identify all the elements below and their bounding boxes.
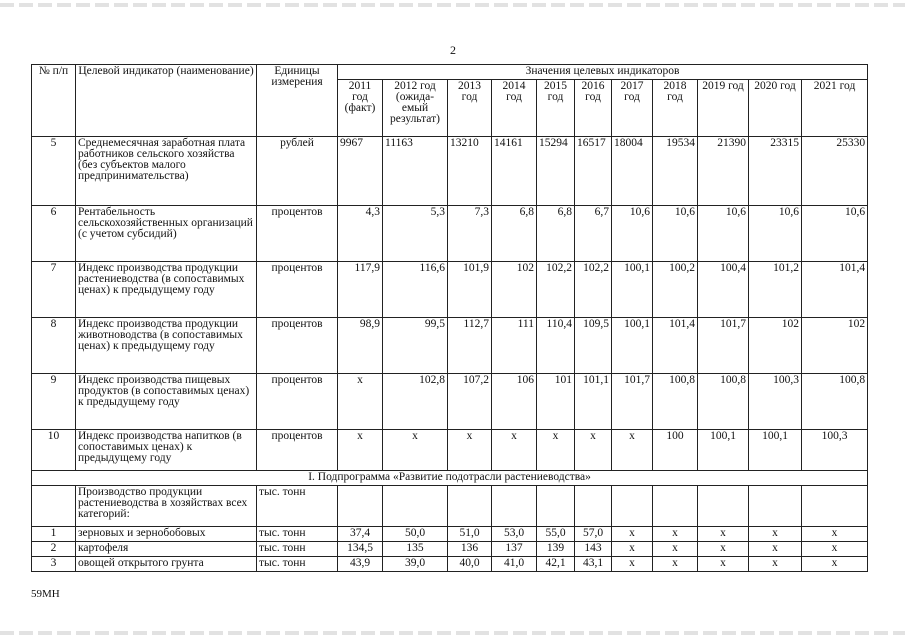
row-unit: рублей [257, 137, 338, 206]
row-value: 57,0 [575, 527, 612, 542]
table-row [32, 206, 868, 262]
row-unit: тыс. тонн [257, 486, 338, 527]
header-year: 2021 год [802, 80, 868, 137]
table-row [32, 557, 868, 572]
row-value: 6,8 [492, 206, 537, 262]
row-value [338, 486, 383, 527]
row-value: x [653, 527, 698, 542]
row-value: 100,8 [802, 374, 868, 430]
row-value: 14161 [492, 137, 537, 206]
row-value: 10,6 [653, 206, 698, 262]
row-value: 101,4 [802, 262, 868, 318]
header-year: 2019 год [698, 80, 749, 137]
row-value: 101,7 [612, 374, 653, 430]
row-unit: тыс. тонн [257, 527, 338, 542]
row-value: 101,1 [575, 374, 612, 430]
row-value: x [537, 430, 575, 471]
row-value: 55,0 [537, 527, 575, 542]
row-value [448, 486, 492, 527]
row-value: 134,5 [338, 542, 383, 557]
row-value: 40,0 [448, 557, 492, 572]
row-value: 102 [802, 318, 868, 374]
row-value: 100,1 [612, 262, 653, 318]
row-unit: процентов [257, 374, 338, 430]
row-value: 101,2 [749, 262, 802, 318]
row-value [612, 486, 653, 527]
row-value: 100,3 [749, 374, 802, 430]
row-value: x [749, 557, 802, 572]
row-indicator-name: Производство продукции растениеводства в хозяйствах всех категорий: [76, 486, 257, 527]
row-value: x [612, 542, 653, 557]
row-value: x [448, 430, 492, 471]
row-value: x [802, 542, 868, 557]
row-value: x [698, 527, 749, 542]
row-value: 100,4 [698, 262, 749, 318]
row-value: 109,5 [575, 318, 612, 374]
row-value: 6,7 [575, 206, 612, 262]
row-value: 101,7 [698, 318, 749, 374]
row-value [653, 486, 698, 527]
header-year: 2013 год [448, 80, 492, 137]
row-value: 106 [492, 374, 537, 430]
row-value: 15294 [537, 137, 575, 206]
row-value: 53,0 [492, 527, 537, 542]
row-num: 1 [32, 527, 76, 542]
indicators-table [31, 64, 868, 572]
row-value: x [802, 527, 868, 542]
row-value [698, 486, 749, 527]
row-value: x [698, 557, 749, 572]
header-year: 2011 год (факт) [338, 80, 383, 137]
row-value: 102 [749, 318, 802, 374]
row-value: 135 [383, 542, 448, 557]
header-year: 2016 год [575, 80, 612, 137]
row-num: 8 [32, 318, 76, 374]
row-value: 116,6 [383, 262, 448, 318]
row-value: x [612, 557, 653, 572]
header-year: 2015 год [537, 80, 575, 137]
row-value: 102,2 [575, 262, 612, 318]
row-value: 39,0 [383, 557, 448, 572]
row-value: 100,1 [698, 430, 749, 471]
row-value: 19534 [653, 137, 698, 206]
footer-code: 59МН [31, 588, 60, 600]
row-indicator-name: Среднемесячная заработная плата работников сельского хозяйства (без субъектов малого предпринимательства) [76, 137, 257, 206]
header-values-title: Значения целевых индикаторов [338, 65, 868, 80]
row-value: 23315 [749, 137, 802, 206]
header-year: 2020 год [749, 80, 802, 137]
row-value: 6,8 [537, 206, 575, 262]
header-units: Единицы измерения [257, 65, 338, 137]
row-value: 43,9 [338, 557, 383, 572]
section-header-row [32, 486, 868, 527]
row-value: 137 [492, 542, 537, 557]
row-value: 101,4 [653, 318, 698, 374]
row-value: 102,2 [537, 262, 575, 318]
row-value: 7,3 [448, 206, 492, 262]
row-value: 13210 [448, 137, 492, 206]
row-unit: тыс. тонн [257, 542, 338, 557]
row-indicator-name: зерновых и зернобобовых [76, 527, 257, 542]
row-value: 4,3 [338, 206, 383, 262]
row-value: 11163 [383, 137, 448, 206]
row-indicator-name: Индекс производства продукции растениеводства (в сопоставимых ценах) к предыдущему году [76, 262, 257, 318]
section-row [32, 471, 868, 486]
row-value: x [698, 542, 749, 557]
row-num [32, 486, 76, 527]
row-value: 100,2 [653, 262, 698, 318]
row-num: 10 [32, 430, 76, 471]
section-title: I. Подпрограмма «Развитие подотрасли растениеводства» [32, 471, 868, 486]
table-row [32, 542, 868, 557]
row-value: 100,3 [802, 430, 868, 471]
row-value: 102 [492, 262, 537, 318]
table-row [32, 527, 868, 542]
row-value: 41,0 [492, 557, 537, 572]
table-row [32, 374, 868, 430]
row-value: 21390 [698, 137, 749, 206]
header-num: № п/п [32, 65, 76, 137]
row-value: 100 [653, 430, 698, 471]
row-value: 10,6 [802, 206, 868, 262]
row-value: x [749, 527, 802, 542]
row-value: 16517 [575, 137, 612, 206]
scan-edge-top [0, 3, 905, 7]
row-indicator-name: Индекс производства напитков (в сопоставимых ценах) к предыдущему году [76, 430, 257, 471]
header-indicator: Целевой индикатор (наименование) [76, 65, 257, 137]
row-value: x [492, 430, 537, 471]
page-number: 2 [450, 43, 456, 57]
row-value: 10,6 [612, 206, 653, 262]
row-unit: процентов [257, 206, 338, 262]
table-row [32, 262, 868, 318]
row-value: x [653, 557, 698, 572]
row-indicator-name: Индекс производства продукции животноводства (в сопоставимых ценах) к предыдущему году [76, 318, 257, 374]
table-row [32, 318, 868, 374]
row-value: x [338, 374, 383, 430]
row-value: 112,7 [448, 318, 492, 374]
row-num: 9 [32, 374, 76, 430]
row-value: 43,1 [575, 557, 612, 572]
header-year: 2012 год (ожида-емый результат) [383, 80, 448, 137]
row-value: x [653, 542, 698, 557]
row-value: 51,0 [448, 527, 492, 542]
row-value: 101,9 [448, 262, 492, 318]
row-value: 107,2 [448, 374, 492, 430]
scan-edge-bottom [0, 631, 905, 635]
row-value: 100,1 [612, 318, 653, 374]
row-value [492, 486, 537, 527]
row-value: 50,0 [383, 527, 448, 542]
table-row [32, 137, 868, 206]
header-year: 2014 год [492, 80, 537, 137]
row-value: 102,8 [383, 374, 448, 430]
row-value: 136 [448, 542, 492, 557]
row-value: 117,9 [338, 262, 383, 318]
row-value: 37,4 [338, 527, 383, 542]
row-value: 111 [492, 318, 537, 374]
row-value: 143 [575, 542, 612, 557]
row-value [575, 486, 612, 527]
row-value: 101 [537, 374, 575, 430]
row-value: 98,9 [338, 318, 383, 374]
row-value: x [338, 430, 383, 471]
row-value: 100,8 [698, 374, 749, 430]
row-value: x [749, 542, 802, 557]
row-num: 7 [32, 262, 76, 318]
row-value: 25330 [802, 137, 868, 206]
header-year: 2018 год [653, 80, 698, 137]
row-indicator-name: картофеля [76, 542, 257, 557]
row-value: 42,1 [537, 557, 575, 572]
row-value [749, 486, 802, 527]
row-num: 6 [32, 206, 76, 262]
row-indicator-name: Рентабельность сельскохозяйственных организаций (с учетом субсидий) [76, 206, 257, 262]
row-value: 10,6 [749, 206, 802, 262]
row-value: 10,6 [698, 206, 749, 262]
row-value: x [802, 557, 868, 572]
row-num: 3 [32, 557, 76, 572]
row-value [537, 486, 575, 527]
row-value [383, 486, 448, 527]
row-indicator-name: овощей открытого грунта [76, 557, 257, 572]
header-year: 2017 год [612, 80, 653, 137]
row-unit: процентов [257, 262, 338, 318]
row-value: x [612, 430, 653, 471]
row-value: x [575, 430, 612, 471]
row-value: 5,3 [383, 206, 448, 262]
row-value: 110,4 [537, 318, 575, 374]
row-unit: процентов [257, 430, 338, 471]
row-unit: тыс. тонн [257, 557, 338, 572]
row-value: 139 [537, 542, 575, 557]
row-value: 18004 [612, 137, 653, 206]
row-num: 5 [32, 137, 76, 206]
row-value [802, 486, 868, 527]
row-value: 9967 [338, 137, 383, 206]
row-value: 100,1 [749, 430, 802, 471]
row-value: 100,8 [653, 374, 698, 430]
row-value: x [612, 527, 653, 542]
row-num: 2 [32, 542, 76, 557]
row-value: x [383, 430, 448, 471]
row-indicator-name: Индекс производства пищевых продуктов (в сопоставимых ценах) к предыдущему году [76, 374, 257, 430]
row-unit: процентов [257, 318, 338, 374]
table-row [32, 430, 868, 471]
row-value: 99,5 [383, 318, 448, 374]
